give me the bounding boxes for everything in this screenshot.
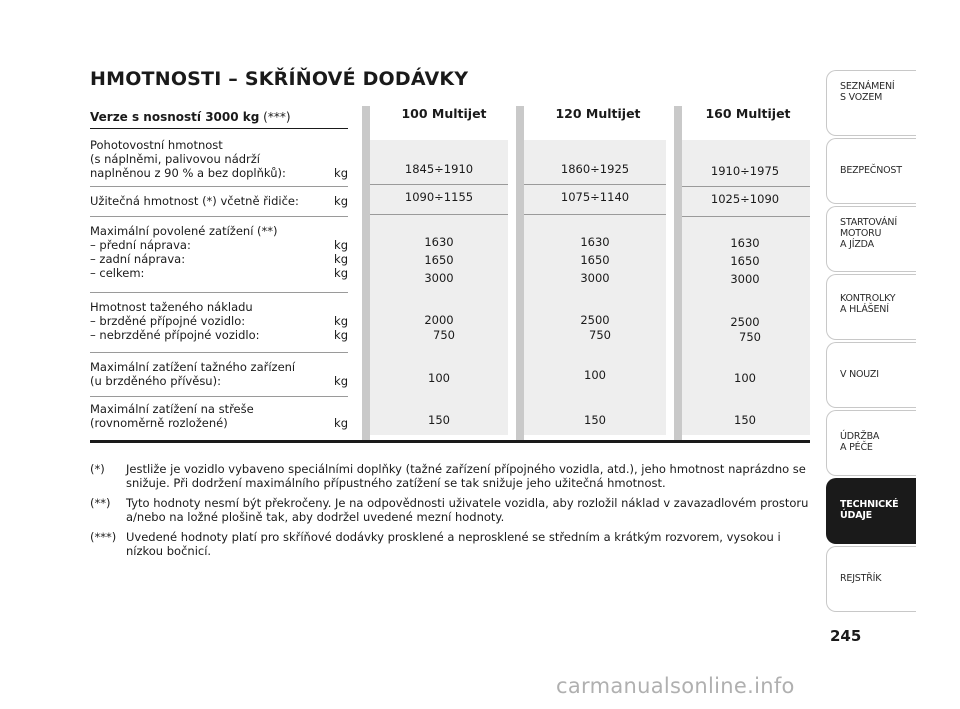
unit: kg: [334, 328, 348, 342]
unit: kg: [334, 416, 348, 430]
tab-label: V NOUZI: [840, 369, 879, 380]
tab-label: A JÍZDA: [840, 239, 874, 250]
row-text: Hmotnost taženého nákladu: [90, 300, 253, 314]
row-text: – zadní náprava:: [90, 252, 186, 266]
row-separator: [90, 186, 348, 187]
row-text: Maximální zatížení tažného zařízení: [90, 360, 296, 374]
row-text: Užitečná hmotnost (*) včetně řidiče:: [90, 194, 299, 208]
page-title: HMOTNOSTI – SKŘÍŇOVÉ DODÁVKY: [90, 68, 469, 90]
row-text: Pohotovostní hmotnost: [90, 138, 223, 152]
value-c2-total: 3000: [580, 271, 610, 285]
value-c3-unbraked: 750: [739, 330, 761, 344]
value-c1-total: 3000: [424, 271, 454, 285]
page-number: 245: [830, 627, 862, 645]
tab-label: A HLÁŠENÍ: [840, 304, 889, 315]
footnote: [90, 496, 810, 524]
unit: kg: [334, 166, 348, 180]
value-c1-front: 1630: [424, 235, 454, 249]
value-c3-hitch: 100: [734, 371, 756, 385]
tab-label: A PÉČE: [840, 442, 873, 453]
footnote-text: Uvedené hodnoty platí pro skříňové dodávky prosklené a neprosklené se středním a krátkým rozvorem, vysokou i nízkou bočnicí.: [126, 530, 781, 558]
column-header-2: 120 Multijet: [555, 106, 641, 121]
value-c1-braked: 2000: [424, 313, 454, 327]
value-c1-roof: 150: [428, 413, 450, 427]
tab-label: REJSTŘÍK: [840, 573, 882, 584]
row-text: – nebrzděné přípojné vozidlo:: [90, 328, 260, 342]
row-label-max-load: [90, 224, 348, 280]
tab-label: KONTROLKY: [840, 293, 896, 304]
row-text: (s náplněmi, palivovou nádrží: [90, 152, 260, 166]
footnote-text: Tyto hodnoty nesmí být překročeny. Je na odpovědnosti uživatele vozidla, aby rozložil náklad v zavazadlovém prostoru a/nebo na ložné plošině tak, aby dodržel uvedené mezní hodnoty.: [126, 496, 809, 524]
tab-kontrolky[interactable]: [826, 274, 916, 340]
variant-header: [90, 110, 291, 124]
tab-label: SEZNÁMENÍ: [840, 81, 895, 92]
unit: kg: [334, 238, 348, 252]
row-label-curb-weight: [90, 138, 348, 180]
value-c1-hitch: 100: [428, 371, 450, 385]
unit: kg: [334, 374, 348, 388]
footnotes: [90, 462, 810, 564]
value-c2-braked: 2500: [580, 313, 610, 327]
value-c2-payload: 1075÷1140: [560, 190, 630, 204]
value-c2-hitch: 100: [584, 368, 606, 382]
row-text: – přední náprava:: [90, 238, 191, 252]
row-text: Maximální povolené zatížení (**): [90, 224, 278, 238]
tab-technicke-udaje[interactable]: [826, 478, 916, 544]
header-rule: [90, 128, 348, 129]
value-c3-roof: 150: [734, 413, 756, 427]
variant-bold: Verze s nosností 3000 kg: [90, 110, 260, 124]
tab-label: S VOZEM: [840, 92, 883, 103]
value-c2-unbraked: 750: [589, 328, 611, 342]
footnote: [90, 530, 810, 558]
column-header-1: 100 Multijet: [401, 106, 487, 121]
row-label-tow-hitch: [90, 360, 348, 388]
column-box-3: [682, 140, 810, 435]
tab-label: BEZPEČNOST: [840, 165, 902, 176]
variant-mark: (***): [259, 110, 291, 124]
footnote-mark: (***): [90, 530, 117, 544]
table-bottom-rule: [90, 440, 810, 443]
value-c3-curb: 1910÷1975: [710, 164, 780, 178]
unit: kg: [334, 266, 348, 280]
value-c2-roof: 150: [584, 413, 606, 427]
tab-label: MOTORU: [840, 228, 882, 239]
value-separator: [682, 186, 810, 187]
unit: kg: [334, 194, 348, 208]
tab-seznameni[interactable]: [826, 70, 916, 136]
value-separator: [524, 184, 666, 185]
value-c1-curb: 1845÷1910: [404, 162, 474, 176]
value-separator: [370, 214, 508, 215]
footnote-text: Jestliže je vozidlo vybaveno speciálními doplňky (tažné zařízení přípojného vozidla, atd.), jeho hmotnost naprázdno se snižuje. Při dodržení maximálního přípustného zatížení se tak snižuje jeho užitečná hmotnost.: [126, 462, 806, 490]
tab-rejstrik[interactable]: [826, 546, 916, 612]
column-bar-2: [516, 106, 524, 440]
row-separator: [90, 352, 348, 353]
row-text: naplněnou z 90 % a bez doplňků):: [90, 166, 286, 180]
row-text: (rovnoměrně rozložené): [90, 416, 228, 430]
row-separator: [90, 396, 348, 397]
row-text: – brzděné přípojné vozidlo:: [90, 314, 246, 328]
value-separator: [524, 214, 666, 215]
value-c3-braked: 2500: [730, 315, 760, 329]
tab-label: STARTOVÁNÍ: [840, 217, 897, 228]
tab-label: ÚDAJE: [840, 510, 872, 521]
column-header-3: 160 Multijet: [705, 106, 791, 121]
footnote-mark: (*): [90, 462, 105, 476]
value-c2-curb: 1860÷1925: [560, 162, 630, 176]
watermark: carmanualsonline.info: [556, 674, 795, 698]
row-label-payload: [90, 194, 348, 208]
value-separator: [682, 216, 810, 217]
value-c3-front: 1630: [730, 236, 760, 250]
footnote: [90, 462, 810, 490]
value-c1-payload: 1090÷1155: [404, 190, 474, 204]
row-label-towed-load: [90, 300, 348, 342]
tab-label: ÚDRŽBA: [840, 431, 880, 442]
footnote-mark: (**): [90, 496, 111, 510]
value-c3-payload: 1025÷1090: [710, 192, 780, 206]
row-separator: [90, 216, 348, 217]
tab-label: TECHNICKÉ: [840, 499, 899, 510]
value-separator: [370, 184, 508, 185]
value-c2-front: 1630: [580, 235, 610, 249]
tab-startovani[interactable]: [826, 206, 916, 272]
value-c2-rear: 1650: [580, 253, 610, 267]
row-text: (u brzděného přívěsu):: [90, 374, 221, 388]
unit: kg: [334, 252, 348, 266]
value-c3-rear: 1650: [730, 254, 760, 268]
value-c1-rear: 1650: [424, 253, 454, 267]
row-text: Maximální zatížení na střeše: [90, 402, 254, 416]
row-text: – celkem:: [90, 266, 145, 280]
tab-bezpecnost[interactable]: [826, 138, 916, 204]
row-separator: [90, 292, 348, 293]
tab-udrzba[interactable]: [826, 410, 916, 476]
tab-v-nouzi[interactable]: [826, 342, 916, 408]
value-c1-unbraked: 750: [433, 328, 455, 342]
unit: kg: [334, 314, 348, 328]
row-label-roof-load: [90, 402, 348, 430]
column-bar-1: [362, 106, 370, 440]
value-c3-total: 3000: [730, 272, 760, 286]
